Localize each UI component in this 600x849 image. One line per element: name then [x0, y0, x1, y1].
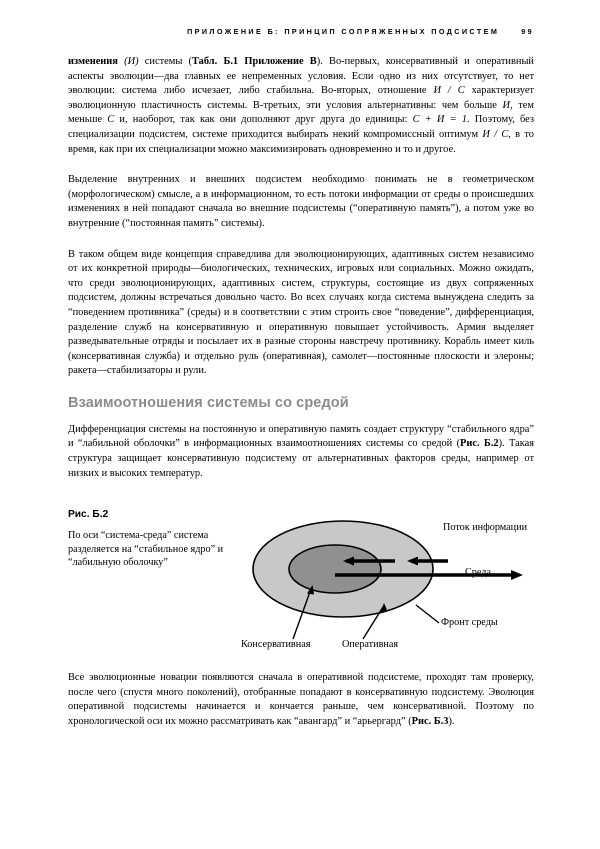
p1-bold-lead: изменения — [68, 56, 118, 67]
p4-figure-ref: Рис. Б.2 — [460, 438, 499, 450]
outward-flow-arrowhead-right — [511, 570, 523, 580]
p1-italic-i2: И — [502, 99, 511, 111]
paragraph-1 — [68, 55, 534, 157]
p1-italic-s: С — [107, 114, 115, 126]
figure-artwork — [243, 499, 534, 649]
figure-caption-text: По оси “система-среда” система разделяется на “стабильное ядро” и “лабильную оболочку” — [68, 530, 224, 569]
p5-text-a: Все эволюционные новации появляются сначала в оперативной подсистеме, проходят там проверку, после чего (спустя много поколений), отобранные попадают в консервативную подсистему. Эволюция оперативной подсистемы начинается и кончается раньше, чем консервативной. Поэтому по хронологической оси их можно рассматривать как “авангард” и “арьергард” ( — [68, 672, 534, 728]
p1-text-e: ). Во-первых, консервативный и оперативный аспекты эволюции—два главных ее непременных условия. Если одно из них отсутствует, то нет эволюции: система либо исчезает, либо стабильна. Во-вторых, отношение — [68, 56, 534, 97]
figure-caption-column — [68, 509, 243, 570]
p1-italic-ratio1: И / С — [433, 85, 465, 97]
p1-text-i: , тем меньше — [68, 99, 534, 126]
section-heading: Взаимоотношения системы со средой — [68, 394, 349, 411]
page-number: 99 — [521, 27, 534, 36]
figure-b2 — [68, 499, 534, 649]
figure-number: Рис. Б.2 — [68, 509, 109, 521]
p1-text-k: и, наоборот, так как они дополняют друг друга до единицы: — [114, 114, 413, 126]
p1-table-ref: Табл. Б.1 Приложение В — [192, 56, 317, 67]
running-header — [66, 27, 534, 36]
page-content — [68, 55, 534, 746]
label-operative: Оперативная — [342, 639, 399, 651]
p5-text-c: ). — [448, 716, 455, 728]
label-environment-front: Фронт среды — [441, 617, 498, 629]
paragraph-3: В таком общем виде концепция справедлива для эволюционирующих, адаптивных систем независимо от их конкретной природы—биологических, технических, игровых или социальных. Можно ожидать, что среди эволюционирующих, адаптивных систем, структуры, состоящие из двух сопряженных подсистем, должны встречаться довольно часто. Во всех случаях когда система вынуждена следить за “поведением противника” (среды) и в соответствии с этим строить свое “поведение”, дифференциация, разделение служб на консервативную и оперативную повышает устойчивость. Армия выделяет разведывательные отряды и посылает их в разные стороны навстречу противнику. Корабль имеет киль (консервативная служба) и отдельно руль (оперативная), самолет—постоянные плоскости и элероны; ракета—стабилизаторы и рули. — [68, 248, 534, 377]
paragraph-4 — [68, 423, 534, 481]
label-conservative: Консервативная — [241, 639, 311, 651]
p1-text-m: . Поэтому, без специализации подсистем, системе приходится выбирать некий компромиссный оптимум — [68, 114, 534, 140]
p1-text-c: системы ( — [138, 56, 192, 67]
p4-text-a: Дифференциация системы на постоянную и оперативную память создает структуру “стабильного ядра” и “лабильной оболочки” в информационных взаимоотношениях системы со средой ( — [68, 423, 534, 450]
running-header-title: ПРИЛОЖЕНИЕ Б: ПРИНЦИП СОПРЯЖЕННЫХ ПОДСИСТЕМ — [187, 27, 500, 36]
paragraph-2: Выделение внутренних и внешних подсистем необходимо понимать не в геометрическом (морфологическом) смысле, а в информационном, то есть потоки информации от среды о происшедших изменениях в ней попадают сначала во внешние подсистемы (“оперативную память”), а потом уже во внутренние (“постоянная память” системы). — [68, 174, 534, 229]
p1-italic-i: (И) — [124, 56, 139, 67]
paragraph-5 — [68, 671, 534, 729]
p4-text-c: ). Такая структура защищает консервативную подсистему от альтернативных факторов среды, например от низких и высоких температур. — [68, 438, 534, 479]
inner-ellipse-shape — [289, 545, 381, 593]
p1-text-o: , в то время, как при их специализации можно максимизировать одновременно и то и другое. — [68, 128, 534, 155]
p1-italic-ratio2: И / С — [482, 128, 509, 140]
label-environment: Среда — [465, 567, 491, 579]
label-info-flow: Поток информации — [443, 522, 528, 534]
leader-line-environment-front — [416, 605, 439, 623]
p1-formula: С + И = 1 — [412, 114, 467, 126]
p1-text-g: характеризует эволюционную пластичность системы. В-третьих, эти условия альтернативны: чем больше — [68, 85, 534, 111]
p5-figure-ref: Рис. Б.3 — [411, 716, 449, 728]
